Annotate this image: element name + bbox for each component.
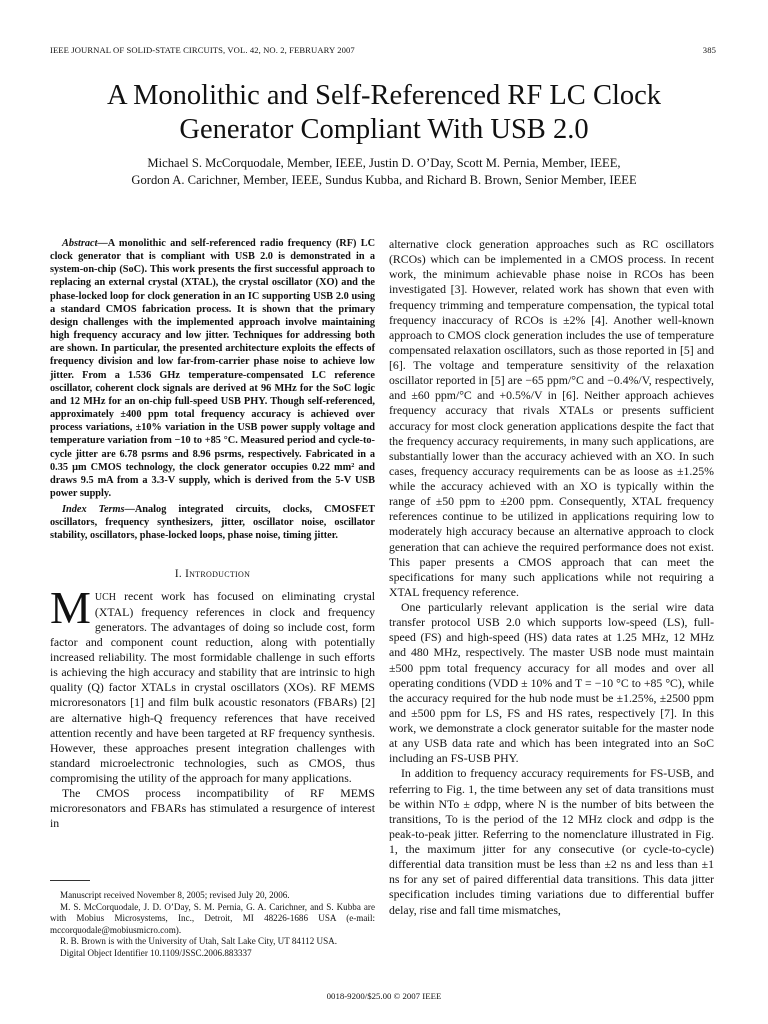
journal-citation: IEEE JOURNAL OF SOLID-STATE CIRCUITS, VOL. 42, NO. 2, FEBRUARY 2007 — [50, 45, 355, 55]
title-line-2: Generator Compliant With USB 2.0 — [179, 114, 589, 145]
right-column — [389, 237, 714, 918]
index-terms-label: Index Terms— — [62, 504, 135, 516]
page-number: 385 — [702, 45, 716, 55]
right-paragraph-1: alternative clock generation approaches such as RC oscillators (RCOs) which can be implemented in a CMOS process. In recent work, the minimum achievable phase noise in RCOs has been investigated [3]. However, related work has shown that even with frequency trimming and temperature compensation, the typical total frequency inaccuracy of RCOs is ±2% [4]. Another well-known approach to CMOS clock generation includes the use of temperature compensated relaxation oscillators, such as those reported in [5] and [6]. The voltage and temperature sensitivity of the relaxation oscillator reported in [5] are −65 ppm/°C and −0.4%/V, respectively, and ±60 ppm/°C and +0.5%/V in [6]. Neither approach achieves frequency accuracy that rivals XTALs or presents sufficient accuracy for most clock generation applications despite the fact that the frequency accuracy requirements, in many such applications, are substantially lower than the accuracy achieved with an XO. In such cases, frequency accuracy requirements can be as loose as ±1.25% while the accuracy achieved with an XO is typically within the range of ±50 ppm to ±200 ppm. Consequently, XTAL frequency references continue to be utilized in applications requiring low to moderately high accuracy because an alternative approach to clock generation that can achieve the required performance does not exist. This paper presents a CMOS approach that can meet the specifications for many such applications while not requiring a XTAL frequency reference. — [389, 237, 714, 599]
footnote-affiliation-2: R. B. Brown is with the University of Utah, Salt Lake City, UT 84112 USA. — [60, 936, 338, 947]
author-list — [40, 155, 728, 188]
intro-paragraph-2: The CMOS process incompatibility of RF MEMS microresonators and FBARs has stimulated a resurgence of interest in — [50, 786, 375, 831]
paper-title — [40, 79, 728, 147]
section-title: Introduction — [185, 567, 251, 580]
abstract-label: Abstract— — [62, 238, 108, 249]
authors-line-1: Michael S. McCorquodale, Member, IEEE, Justin D. O’Day, Scott M. Pernia, Member, IEEE, — [147, 156, 621, 170]
index-terms — [50, 503, 375, 542]
left-column — [50, 237, 375, 832]
index-terms-text: Analog integrated circuits, clocks, CMOSFET oscillators, frequency synthesizers, jitter, oscillator noise, oscillator stability, oscillators, phase-locked loops, phase noise, timing jitter. — [50, 504, 375, 542]
abstract — [50, 237, 375, 500]
footnotes — [50, 890, 375, 959]
intro-paragraph-1 — [50, 581, 375, 787]
footnote-rule — [50, 880, 90, 881]
running-header — [50, 45, 716, 59]
section-heading-introduction — [50, 567, 375, 581]
right-paragraph-2: One particularly relevant application is the serial wire data transfer protocol USB 2.0 which supports low-speed (LS), full-speed (FS) and high-speed (HS) data rates at 1.25 MHz, 12 MHz and 480 MHz, respectively. The master USB node must maintain ±500 ppm total frequency accuracy for all modes and over all operating conditions (VDD ± 10% and T = −10 °C to +85 °C), while the accuracy required for the hub node must be ±1.25%, ±2500 ppm and ±500 ppm for LS, FS and HS rates, respectively [7]. In this work, we demonstrate a clock generator suitable for the master node at any USB data rate and which has been integrated into an SoC including an FS-USB PHY. — [389, 600, 714, 766]
title-line-1: A Monolithic and Self-Referenced RF LC Clock — [106, 80, 662, 111]
authors-line-2: Gordon A. Carichner, Member, IEEE, Sundus Kubba, and Richard B. Brown, Senior Member, IEEE — [131, 172, 637, 187]
drop-cap: M — [50, 581, 91, 633]
right-paragraph-3: In addition to frequency accuracy requirements for FS-USB, and referring to Fig. 1, the time between any set of data transitions must be within NTo ± σdpp, where N is the number of bits between the transitions, To is the period of the 12 MHz clock and σdpp is the peak-to-peak jitter. Referring to the nomenclature illustrated in Fig. 1, the maximum jitter for any consecutive (or cycle-to-cycle) differential data transition must be less than ±2 ns and less than ±1 ns for any set of paired differential data transitions. This data jitter specification includes timing variations due to differential buffer delay, rise and fall time mismatches, — [389, 766, 714, 917]
abstract-text: A monolithic and self-referenced radio frequency (RF) LC clock generator that is compliant with USB 2.0 is demonstrated in a system-on-chip (SoC). This work presents the first successful approach to replacing an external crystal (XTAL), the crystal oscillator (XO) and the phase-locked loop for clock generation in an IC supporting USB 2.0 using a standard CMOS fabrication process. It is shown that the primary design challenges with the implemented approach involve maintaining high frequency accuracy and low jitter. Techniques for addressing both are shown. In particular, the presented architecture exploits the effects of frequency division and low far-from-carrier phase noise to achieve low jitter. From a 1.536 GHz temperature-compensated LC reference oscillator, coherent clock signals are derived at 96 MHz for the SoC logic and 12 MHz for an on-chip full-speed USB PHY. Though self-referenced, approximately ±400 ppm total frequency accuracy is achieved over process variations, ±10% variation in the USB power supply voltage and temperature variation from −10 to +85 °C. Measured period and cycle-to-cycle jitter are 6.78 psrms and 8.96 psrms, respectively. Fabricated in a 0.35 μm CMOS technology, the clock generator occupies 0.22 mm² and draws 9.5 mA from a 3.3-V supply, which is derived from the 5-V USB power supply. — [50, 238, 375, 499]
lead-in-caps: UCH — [94, 591, 117, 603]
copyright-footer: 0018-9200/$25.00 © 2007 IEEE — [326, 991, 442, 1001]
footnote-received: Manuscript received November 8, 2005; revised July 20, 2006. — [60, 890, 290, 900]
footnote-doi: Digital Object Identifier 10.1109/JSSC.2006.883337 — [60, 947, 252, 958]
section-numeral: I. — [174, 567, 182, 580]
footnote-affiliation-1: M. S. McCorquodale, J. D. O’Day, S. M. Pernia, G. A. Carichner, and S. Kubba are with Mobius Microsystems, Inc., Detroit, MI 48226-1686 USA (e-mail: mccorquodale@mobiusmicro.com). — [50, 901, 375, 935]
intro-paragraph-1-text: recent work has focused on eliminating crystal (XTAL) frequency references in clock and frequency generators. The advantages of doing so include cost, form factor and component count reduction, along with potentially increased reliability. The most formidable challenge in such efforts is achieving the high accuracy and stability that are intrinsic to high quality (Q) factor XTALs in crystal oscillators (XOs). RF MEMS microresonators [1] and film bulk acoustic resonators (FBARs) [2] are alternative high-Q frequency references that have received attention recently and have been targeted at RF frequency synthesis. However, these approaches present integration challenges with standard microelectronic technologies, such as CMOS, thus compromising the utility of the approach for many applications. — [50, 588, 375, 786]
